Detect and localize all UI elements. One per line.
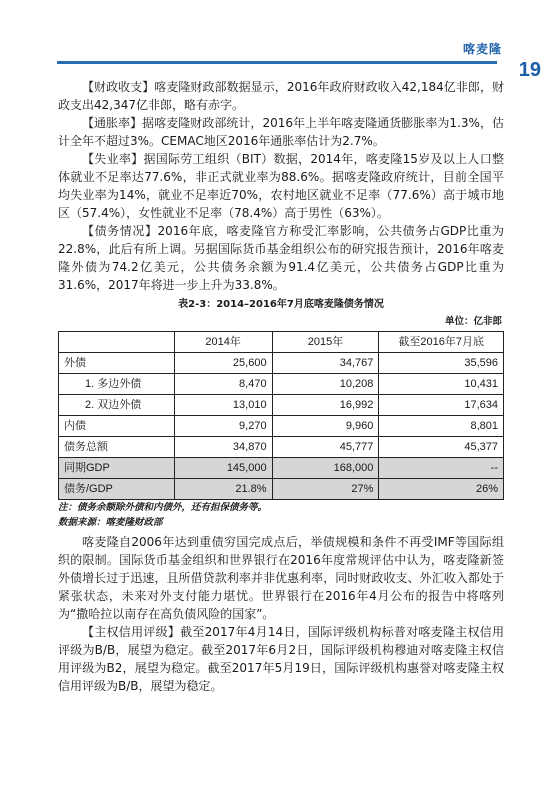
text-fiscal: 喀麦隆财政部数据显示，2016年政府财政收入42,184亿非郎，财政支出42,347亿非郎，略有赤字。 (58, 80, 504, 112)
paragraph-unemployment (58, 150, 504, 222)
table-source: 数据来源：喀麦隆财政部 (58, 517, 163, 528)
table-row (59, 416, 504, 437)
table-cell: -- (379, 458, 504, 479)
table-cell: 45,377 (379, 437, 504, 458)
table-header-cell: 2014年 (174, 332, 272, 353)
row-label: 内债 (59, 416, 175, 437)
row-label: 1. 多边外债 (59, 374, 175, 395)
table-row (59, 353, 504, 374)
table-header-cell (59, 332, 175, 353)
table-cell: 10,208 (272, 374, 379, 395)
text-unemployment: 据国际劳工组织（BIT）数据，2014年，喀麦隆15岁及以上人口整体就业不足率达77.6%，非正式就业率为88.6%。据喀麦隆政府统计，目前全国平均失业率为14%，就业不足率近70%，农村地区就业不足率（77.6%）高于城市地区（57.4%），女性就业不足率（78.4%）高于男性（63%）。 (58, 152, 504, 220)
table-row (59, 479, 504, 500)
row-label: 2. 双边外债 (59, 395, 175, 416)
table-cell: 25,600 (174, 353, 272, 374)
paragraph-debt (58, 222, 504, 294)
table-title: 表2-3：2014–2016年7月底喀麦隆债务情况 (178, 299, 384, 310)
table-cell: 34,870 (174, 437, 272, 458)
table-cell: 45,777 (272, 437, 379, 458)
paragraph-rating (58, 623, 504, 695)
table-cell: 8,801 (379, 416, 504, 437)
table-header-cell: 2015年 (272, 332, 379, 353)
row-label: 外债 (59, 353, 175, 374)
page-content (58, 78, 504, 695)
paragraph-inflation (58, 114, 504, 150)
debt-table (58, 331, 504, 500)
header-country-name: 喀麦隆 (462, 42, 502, 56)
table-cell: 168,000 (272, 458, 379, 479)
table-header-row (59, 332, 504, 353)
table-cell: 34,767 (272, 353, 379, 374)
paragraph-fiscal (58, 78, 504, 114)
table-row (59, 374, 504, 395)
tag-unemployment: 【失业率】 (82, 152, 144, 166)
table-cell: 8,470 (174, 374, 272, 395)
text-imf: 喀麦隆自2006年达到重债穷国完成点后，举债规模和条件不再受IMF等国际组织的限制。国际货币基金组织和世界银行在2016年度常规评估中认为，喀麦隆新签外债增长过于迅速，且所借贷款利率并非优惠利率，同时财政收支、外汇收入都处于紧张状态，未来对外支付能力堪忧。世界银行在2016年4月公布的报告中将喀列为“撒哈拉以南存在高负债风险的国家”。 (58, 535, 504, 621)
table-note: 注：债务余额除外债和内债外，还有担保债务等。 (58, 502, 268, 513)
row-label: 债务总额 (59, 437, 175, 458)
tag-rating: 【主权信用评级】 (82, 625, 181, 639)
table-row (59, 437, 504, 458)
header-rule (57, 61, 497, 64)
text-debt: 2016年底，喀麦隆官方称受汇率影响，公共债务占GDP比重为22.8%，此后有所上调。另据国际货币基金组织公布的研究报告预计，2016年喀麦隆外债为74.2亿美元，公共债务余额为91.4亿美元，公共债务占GDP比重为31.6%，2017年将进一步上升为33.8%。 (58, 224, 504, 292)
table-cell: 27% (272, 479, 379, 500)
table-cell: 145,000 (174, 458, 272, 479)
tag-debt: 【债务情况】 (82, 224, 158, 238)
text-inflation: 据喀麦隆财政部统计，2016年上半年喀麦隆通货膨胀率为1.3%，估计全年不超过3%。CEMAC地区2016年通胀率估计为2.7%。 (58, 116, 504, 148)
table-cell: 21.8% (174, 479, 272, 500)
table-header-cell: 截至2016年7月底 (379, 332, 504, 353)
row-label: 同期GDP (59, 458, 175, 479)
table-cell: 13,010 (174, 395, 272, 416)
table-cell: 17,634 (379, 395, 504, 416)
tag-inflation: 【通胀率】 (82, 116, 143, 130)
paragraph-imf (58, 533, 504, 623)
text-rating: 截至2017年4月14日，国际评级机构标普对喀麦隆主权信用评级为B/B，展望为稳定。截至2017年6月2日，国际评级机构穆迪对喀麦隆主权信用评级为B2，展望为稳定。截至2017年5月19日，国际评级机构惠誉对喀麦隆主权信用评级为B/B，展望为稳定。 (58, 625, 504, 693)
table-cell: 9,960 (272, 416, 379, 437)
table-row (59, 395, 504, 416)
page-number: 19 (518, 59, 541, 81)
table-cell: 16,992 (272, 395, 379, 416)
table-cell: 9,270 (174, 416, 272, 437)
row-label: 债务/GDP (59, 479, 175, 500)
table-unit: 单位：亿非郎 (444, 316, 502, 327)
table-cell: 26% (379, 479, 504, 500)
table-row (59, 458, 504, 479)
table-cell: 35,596 (379, 353, 504, 374)
table-cell: 10,431 (379, 374, 504, 395)
tag-fiscal: 【财政收支】 (82, 80, 155, 94)
